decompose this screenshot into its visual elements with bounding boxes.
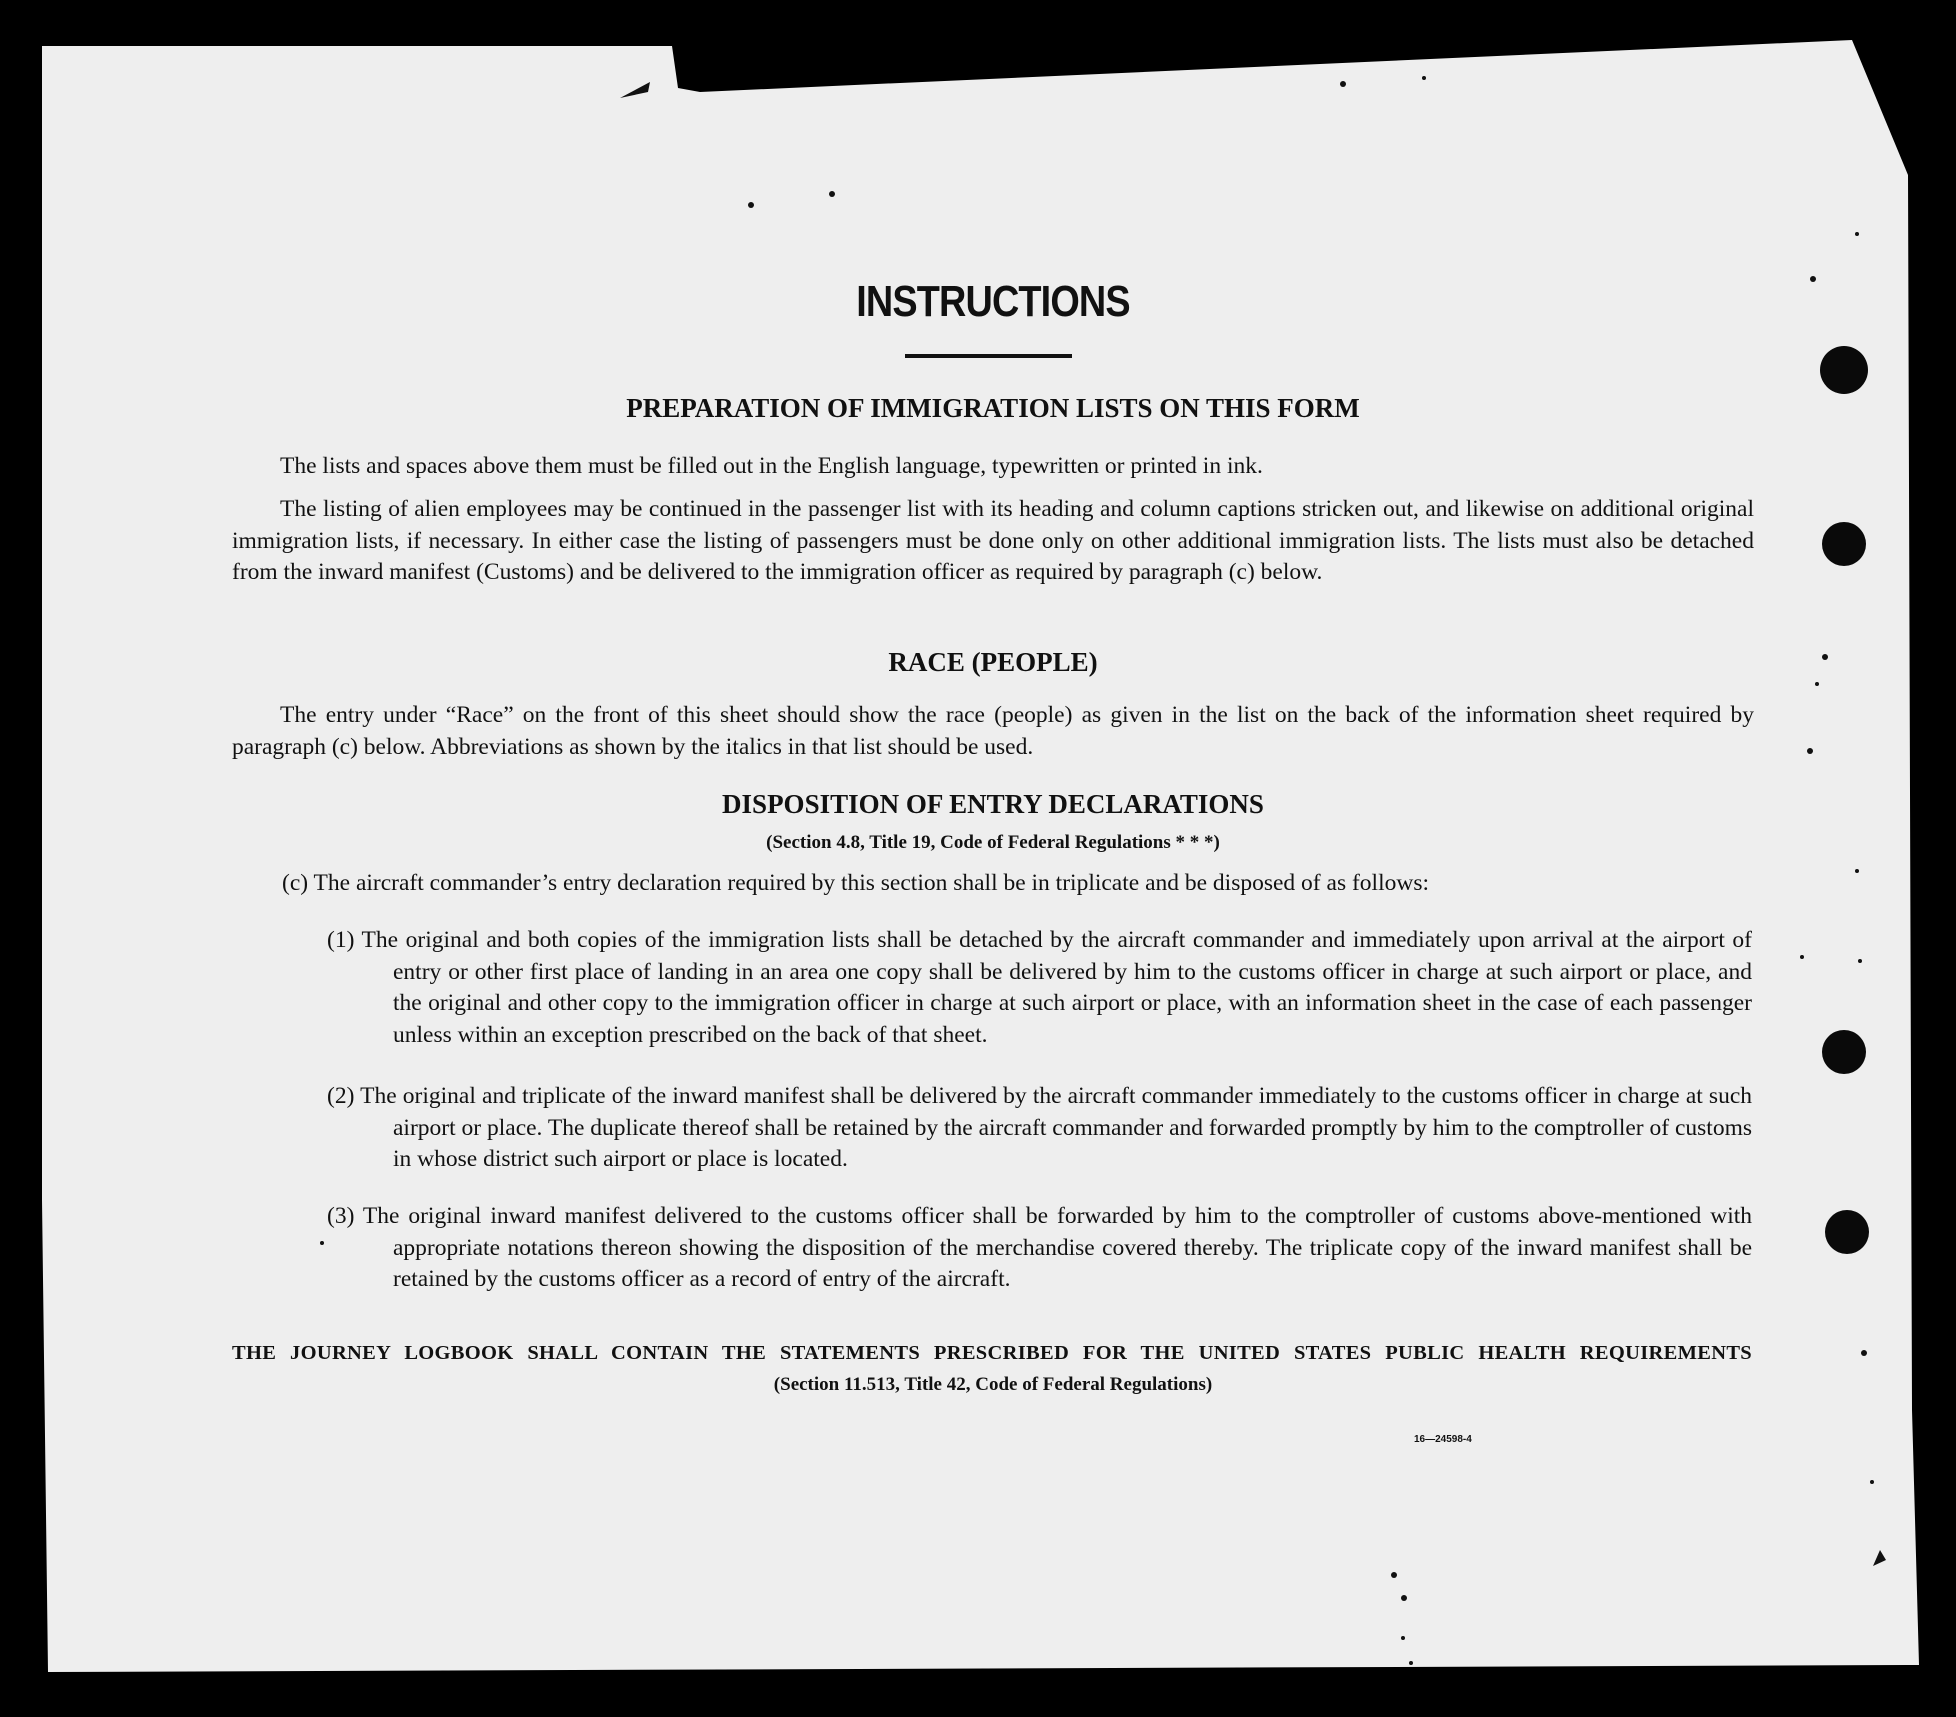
paragraph-c-intro: (c) The aircraft commander’s entry declaration required by this section shall be in triplicate and be disposed of as follows: — [282, 870, 1429, 896]
preparation-heading: PREPARATION OF IMMIGRATION LISTS ON THIS FORM — [626, 393, 1360, 423]
page-title: INSTRUCTIONS — [856, 277, 1130, 326]
logbook-statement: THE JOURNEY LOGBOOK SHALL CONTAIN THE STATEMENTS PRESCRIBED FOR THE UNITED STATES PUBLIC HEALTH REQUIREMENTS — [232, 1342, 1752, 1364]
list-item-2: (2) The original and triplicate of the inward manifest shall be delivered by the aircraft commander immediately to the customs officer in charge at such airport or place. The duplicate thereof shall be retained by the aircraft commander and forwarded promptly by him to the comptroller of customs in whose district such airport or place is located. — [327, 1083, 1752, 1172]
logbook-citation: (Section 11.513, Title 42, Code of Federal Regulations) — [773, 1374, 1213, 1395]
race-paragraph: The entry under “Race” on the front of this sheet should show the race (people) as given in the list on the back of the information sheet required by paragraph (c) below. Abbreviations as shown by the italics in that list should be used. — [232, 702, 1754, 760]
title-underline — [905, 354, 1072, 358]
disposition-citation: (Section 4.8, Title 19, Code of Federal Regulations * * *) — [766, 832, 1220, 853]
list-item-1: (1) The original and both copies of the immigration lists shall be detached by the aircraft commander and immediately upon arrival at the airport of entry or other first place of landing in an area one copy shall be delivered by him to the customs officer in charge at such airport or place, and the original and other copy to the immigration officer in charge at such airport or place, with an information sheet in the case of each passenger unless within an exception prescribed on the back of that sheet. — [327, 927, 1752, 1048]
race-heading: RACE (PEOPLE) — [888, 647, 1098, 677]
disposition-heading: DISPOSITION OF ENTRY DECLARATIONS — [722, 789, 1264, 819]
list-item-3: (3) The original inward manifest delivered to the customs officer shall be forwarded by him to the comptroller of customs above-mentioned with appropriate notations thereon showing the disposition of the merchandise covered thereby. The triplicate copy of the inward manifest shall be retained by the customs officer as a record of entry of the aircraft. — [327, 1203, 1752, 1292]
form-number: 16—24598-4 — [1414, 1434, 1472, 1445]
preparation-paragraph-2: The listing of alien employees may be continued in the passenger list with its heading and column captions stricken out, and likewise on additional original immigration lists, if necessary. In either case the listing of passengers must be done only on other additional immigration lists. The lists must also be detached from the inward manifest (Customs) and be delivered to the immigration officer as required by paragraph (c) below. — [232, 496, 1754, 585]
preparation-paragraph-1: The lists and spaces above them must be filled out in the English language, typewritten or printed in ink. — [280, 453, 1263, 479]
